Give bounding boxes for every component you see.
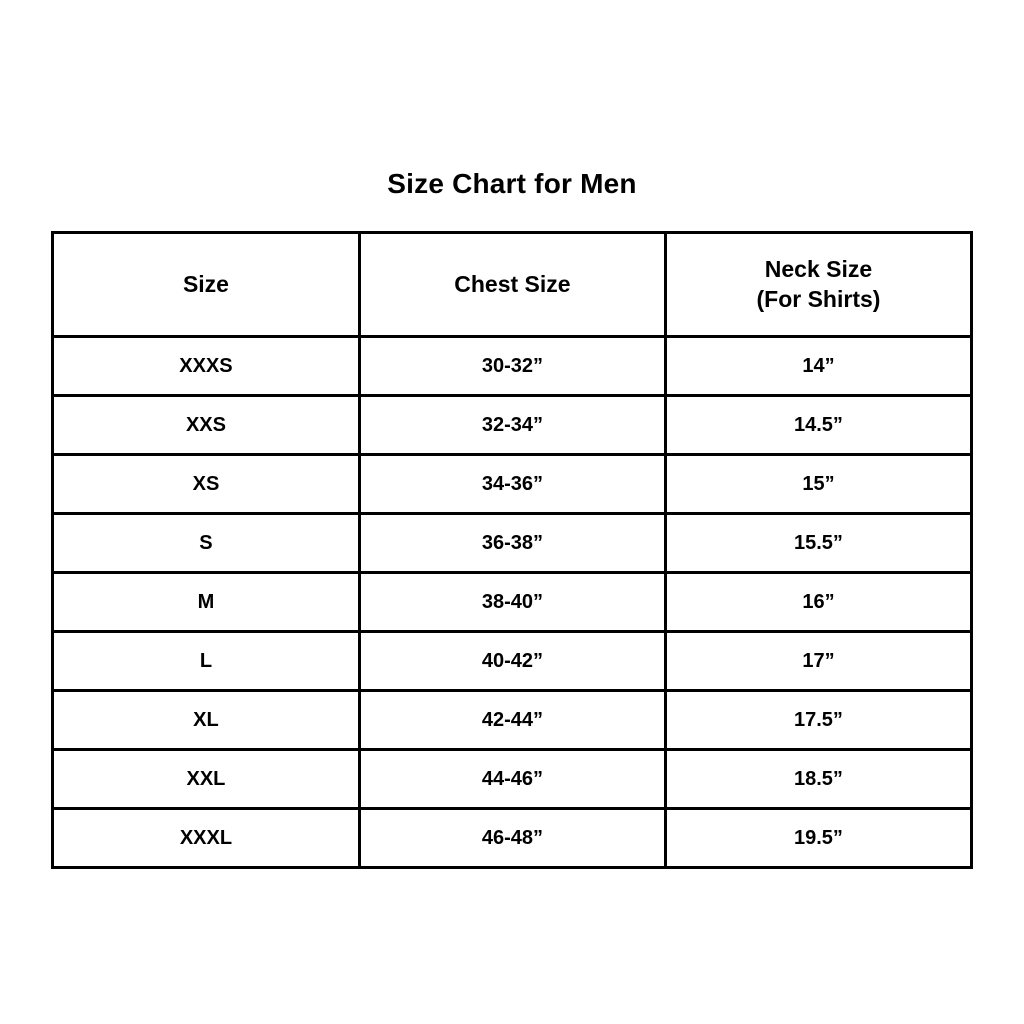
cell-chest: 38-40” xyxy=(359,573,665,632)
cell-neck: 14.5” xyxy=(665,396,971,455)
cell-size: L xyxy=(53,632,360,691)
column-header-size-label: Size xyxy=(182,270,229,297)
table-row xyxy=(53,809,972,868)
table-row xyxy=(53,750,972,809)
cell-neck: 15.5” xyxy=(665,514,971,573)
table-row xyxy=(53,573,972,632)
cell-size: XXL xyxy=(53,750,360,809)
table-row xyxy=(53,337,972,396)
cell-neck: 14” xyxy=(665,337,971,396)
size-chart-table-wrapper xyxy=(51,231,973,869)
table-header xyxy=(53,233,972,337)
cell-size: XXXS xyxy=(53,337,360,396)
table-body xyxy=(53,337,972,868)
cell-size: XXS xyxy=(53,396,360,455)
column-header-neck-size xyxy=(665,233,971,337)
cell-chest: 44-46” xyxy=(359,750,665,809)
column-header-neck-size-sublabel: (For Shirts) xyxy=(756,285,881,312)
cell-chest: 32-34” xyxy=(359,396,665,455)
size-chart-table xyxy=(51,231,973,869)
cell-chest: 36-38” xyxy=(359,514,665,573)
cell-size: XS xyxy=(53,455,360,514)
cell-chest: 46-48” xyxy=(359,809,665,868)
cell-chest: 34-36” xyxy=(359,455,665,514)
table-row xyxy=(53,514,972,573)
column-header-size xyxy=(53,233,360,337)
cell-size: XL xyxy=(53,691,360,750)
cell-neck: 17” xyxy=(665,632,971,691)
column-header-chest-size xyxy=(359,233,665,337)
cell-size: XXXL xyxy=(53,809,360,868)
cell-chest: 30-32” xyxy=(359,337,665,396)
cell-size: S xyxy=(53,514,360,573)
cell-chest: 40-42” xyxy=(359,632,665,691)
table-row xyxy=(53,691,972,750)
table-row xyxy=(53,396,972,455)
column-header-neck-size-label: Neck Size xyxy=(764,256,873,283)
cell-neck: 15” xyxy=(665,455,971,514)
cell-neck: 18.5” xyxy=(665,750,971,809)
column-header-chest-size-label: Chest Size xyxy=(454,270,571,297)
table-header-row xyxy=(53,233,972,337)
cell-size: M xyxy=(53,573,360,632)
cell-neck: 17.5” xyxy=(665,691,971,750)
cell-neck: 16” xyxy=(665,573,971,632)
page-title: Size Chart for Men xyxy=(387,168,637,199)
cell-chest: 42-44” xyxy=(359,691,665,750)
cell-neck: 19.5” xyxy=(665,809,971,868)
table-row xyxy=(53,455,972,514)
table-row xyxy=(53,632,972,691)
